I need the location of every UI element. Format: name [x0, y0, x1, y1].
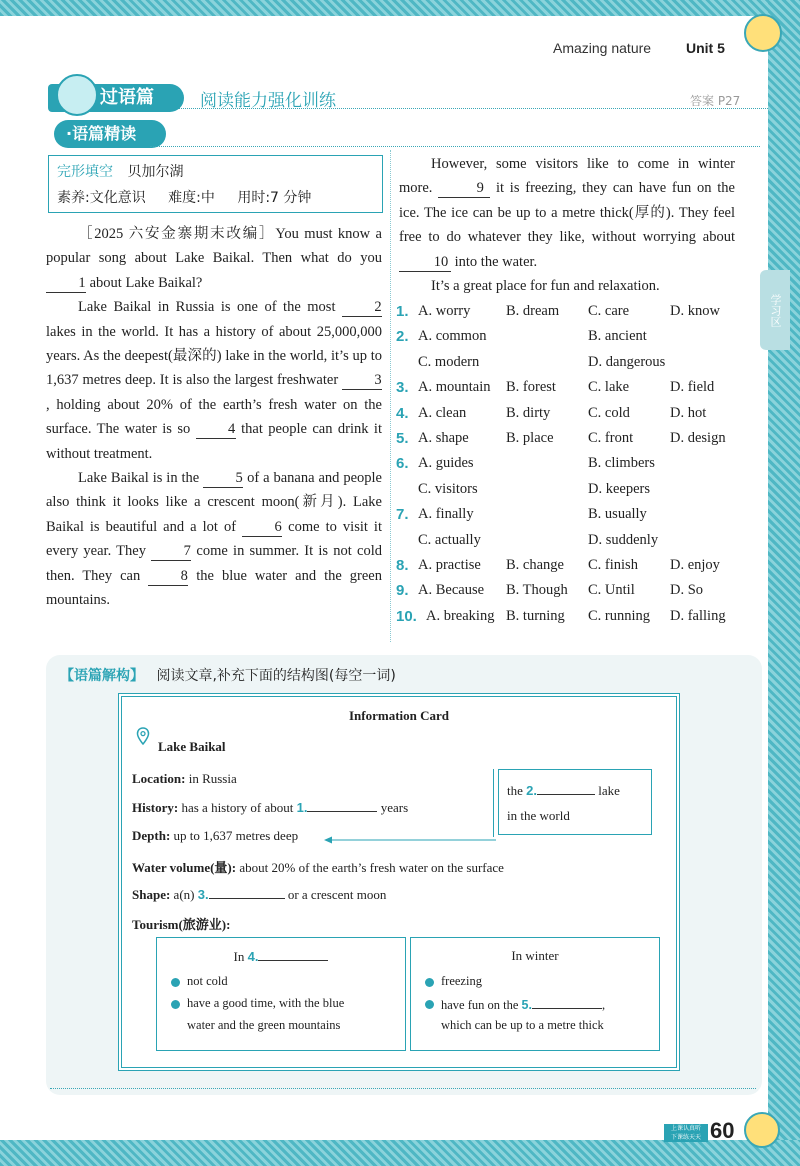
- option-d[interactable]: D. So: [670, 582, 704, 599]
- question-number: 8.: [396, 556, 409, 574]
- owl-mascot-icon: [56, 74, 98, 116]
- option-c[interactable]: C. cold: [588, 404, 630, 421]
- option-c[interactable]: C. running: [588, 607, 651, 624]
- card-blank-2[interactable]: [537, 782, 595, 795]
- structure-heading: [60, 665, 396, 685]
- card-blank-1[interactable]: [307, 799, 377, 812]
- option-c[interactable]: C. modern: [418, 353, 480, 370]
- unit-label: Unit 5: [686, 40, 725, 56]
- option-a[interactable]: A. Because: [418, 582, 485, 599]
- mascot-icon: [744, 14, 782, 52]
- card-blank-4[interactable]: [258, 948, 328, 961]
- option-a[interactable]: A. worry: [418, 303, 471, 319]
- card-water-volume: Water volume(量): about 20% of the earth’s fresh water on the surface: [132, 860, 504, 875]
- option-c[interactable]: C. lake: [588, 379, 630, 396]
- bullet-icon: [171, 1000, 180, 1009]
- bullet-icon: [425, 978, 434, 987]
- blank-10[interactable]: 10: [399, 253, 451, 272]
- exercise-type: 完形填空: [57, 164, 113, 180]
- question-number: 3.: [396, 379, 409, 397]
- bullet-icon: [171, 978, 180, 987]
- blank-1[interactable]: 1: [46, 274, 86, 293]
- literacy-label: 素养:文化意识: [57, 190, 146, 206]
- option-b[interactable]: B. forest: [506, 379, 556, 396]
- option-d[interactable]: D. hot: [670, 404, 707, 421]
- section-divider: [150, 146, 760, 147]
- passage-paragraph-5: It’s a great place for fun and relaxation.: [431, 278, 660, 295]
- option-a[interactable]: A. finally: [418, 506, 474, 523]
- card-shape: Shape: a(n) 3. or a crescent moon: [132, 887, 387, 902]
- option-d[interactable]: D. field: [670, 379, 715, 396]
- option-a[interactable]: A. practise: [418, 556, 481, 573]
- option-d[interactable]: D. keepers: [588, 480, 651, 497]
- difficulty-label: 难度:中: [168, 190, 215, 206]
- winter-item-1: freezing: [441, 974, 482, 988]
- question-number: 1.: [396, 303, 409, 320]
- card-title: Information Card: [348, 708, 450, 723]
- passage-paragraph-3: Lake Baikal is in the 5 of a banana and people also think it looks like a crescent moon(新月). Lake Baikal is beautiful and a lot of 6 come to visit it every year. They 7 come in summer. It is not cold then. They can 8 the blue water and the green mountains.: [46, 470, 382, 609]
- option-b[interactable]: B. turning: [506, 607, 565, 624]
- option-a[interactable]: A. mountain: [418, 379, 491, 396]
- option-d[interactable]: D. falling: [670, 607, 726, 624]
- option-b[interactable]: B. usually: [588, 506, 647, 523]
- option-c[interactable]: C. Until: [588, 582, 635, 599]
- option-d[interactable]: D. design: [670, 429, 726, 446]
- question-9: [396, 579, 756, 604]
- option-d[interactable]: D. dangerous: [588, 353, 666, 370]
- winter-box: [410, 937, 660, 1051]
- rank-line-2: in the world: [507, 808, 570, 823]
- question-8: [396, 554, 756, 579]
- blank-9[interactable]: 9: [438, 179, 490, 198]
- information-card: [118, 693, 680, 1071]
- blank-2[interactable]: 2: [342, 298, 382, 317]
- card-lake-name: Lake Baikal: [158, 739, 226, 754]
- question-7-cont: [396, 529, 756, 554]
- question-number: 9.: [396, 582, 409, 600]
- option-c[interactable]: C. visitors: [418, 480, 478, 497]
- options-list: [396, 300, 756, 630]
- exercise-type-line: [57, 161, 183, 181]
- card-depth: Depth: up to 1,637 metres deep: [132, 828, 299, 843]
- card-blank-5[interactable]: [532, 996, 602, 1009]
- blank-3[interactable]: 3: [342, 371, 382, 390]
- question-7: [396, 503, 756, 528]
- question-2: [396, 325, 756, 350]
- blank-4[interactable]: 4: [196, 420, 236, 439]
- column-divider: [390, 150, 391, 642]
- footer-badge: 上课认真听 下课练天天: [664, 1124, 708, 1142]
- section-banner: [48, 87, 760, 111]
- option-d[interactable]: D. enjoy: [670, 556, 720, 573]
- right-border: [768, 0, 800, 1166]
- passage-left-column: [46, 222, 382, 613]
- banner-subtitle: 阅读能力强化训练: [200, 91, 336, 111]
- location-pin-icon: [136, 727, 150, 745]
- summer-heading: In 4.: [157, 948, 405, 965]
- question-2-cont: [396, 351, 756, 376]
- option-b[interactable]: B. Though: [506, 582, 568, 599]
- option-c[interactable]: C. finish: [588, 556, 638, 573]
- page-number: 60: [710, 1118, 735, 1143]
- bullet-icon: [425, 1000, 434, 1009]
- blank-8[interactable]: 8: [148, 567, 188, 586]
- passage-paragraph-4: However, some visitors like to come in winter more. 9 it is freezing, they can have fun on the ice. The ice can be up to a metre thick(厚的). They feel free to do whatever they like, without worrying about 10 into the water.: [399, 156, 735, 270]
- option-d[interactable]: D. suddenly: [588, 531, 659, 548]
- option-c[interactable]: C. care: [588, 303, 630, 319]
- question-10: [396, 605, 756, 630]
- connector-line: [493, 769, 494, 837]
- passage-paragraph-1: ［2025 六安金寨期末改编］You must know a popular song about Lake Baikal. Then what do you 1 about Lake Baikal?: [46, 226, 382, 291]
- top-border: [0, 0, 800, 16]
- exercise-topic: 贝加尔湖: [127, 164, 184, 180]
- question-6-cont: [396, 478, 756, 503]
- question-3: [396, 376, 756, 401]
- summer-item-2b: water and the green mountains: [187, 1018, 341, 1032]
- option-a[interactable]: A. guides: [418, 455, 474, 472]
- panel-divider: [50, 1088, 756, 1089]
- summer-item-1: not cold: [187, 974, 228, 988]
- summer-box: [156, 937, 406, 1051]
- rank-line-1: the 2. lake: [507, 783, 620, 798]
- time-label: 用时:7 分钟: [237, 190, 312, 206]
- option-a[interactable]: A. clean: [418, 404, 467, 421]
- winter-item-2a: have fun on the 5. ,: [441, 998, 606, 1012]
- card-blank-3[interactable]: [209, 886, 285, 899]
- card-location: Location: in Russia: [132, 771, 237, 786]
- question-number: 6.: [396, 455, 409, 473]
- structure-tag: 【语篇解构】: [60, 668, 144, 684]
- option-b[interactable]: B. change: [506, 556, 564, 573]
- winter-heading: In winter: [511, 948, 559, 963]
- bottom-border: [0, 1140, 800, 1166]
- question-6: [396, 452, 756, 477]
- answer-reference[interactable]: 答案 P27: [690, 94, 741, 108]
- option-a[interactable]: A. common: [418, 328, 487, 345]
- passage-paragraph-2: Lake Baikal in Russia is one of the most 2 lakes in the world. It has a history of about 25,000,000 years. As the deepest(最深的) lake in the world, it’s up to 1,637 metres deep. It is also the largest freshwater 3, holding about 20% of the earth’s fresh water on the surface. The water is so 4 that people can drink it without treatment.: [46, 299, 382, 462]
- blank-5[interactable]: 5: [203, 469, 243, 488]
- blank-6[interactable]: 6: [242, 518, 282, 537]
- question-1: [396, 300, 756, 325]
- section-label: ·语篇精读: [54, 120, 166, 148]
- option-b[interactable]: B. dirty: [506, 404, 551, 421]
- passage-right-column: [399, 152, 735, 298]
- card-history: History: has a history of about 1. years: [132, 800, 409, 815]
- option-b[interactable]: B. ancient: [588, 328, 647, 345]
- option-d[interactable]: D. know: [670, 303, 720, 319]
- question-number: 7.: [396, 506, 409, 524]
- chapter-title: Amazing nature: [553, 40, 652, 56]
- question-number: 2.: [396, 328, 409, 346]
- option-a[interactable]: A. shape: [418, 429, 469, 446]
- question-4: [396, 402, 756, 427]
- option-b[interactable]: B. climbers: [588, 455, 655, 472]
- structure-instruction: 阅读文章,补充下面的结构图(每空一词): [156, 668, 396, 684]
- option-a[interactable]: A. breaking: [426, 607, 495, 624]
- exercise-info-box: [48, 155, 383, 213]
- rank-box: [498, 769, 652, 835]
- summer-item-2a: have a good time, with the blue: [187, 996, 345, 1010]
- card-tourism: Tourism(旅游业):: [132, 917, 231, 932]
- question-number: 10.: [396, 607, 417, 625]
- winter-item-2b: which can be up to a metre thick: [441, 1018, 604, 1032]
- question-number: 4.: [396, 404, 409, 422]
- option-b[interactable]: B. dream: [506, 303, 560, 319]
- option-c[interactable]: C. actually: [418, 531, 481, 548]
- exercise-meta-line: [57, 187, 311, 207]
- arrow-left-icon: [324, 835, 496, 845]
- side-tab[interactable]: 学习区: [760, 270, 790, 350]
- question-number: 5.: [396, 429, 409, 447]
- question-5: [396, 427, 756, 452]
- banner-title: 过语篇: [48, 84, 184, 112]
- blank-7[interactable]: 7: [151, 542, 191, 561]
- option-b[interactable]: B. place: [506, 429, 554, 446]
- mascot-bottom-icon: [744, 1112, 780, 1148]
- option-c[interactable]: C. front: [588, 429, 634, 446]
